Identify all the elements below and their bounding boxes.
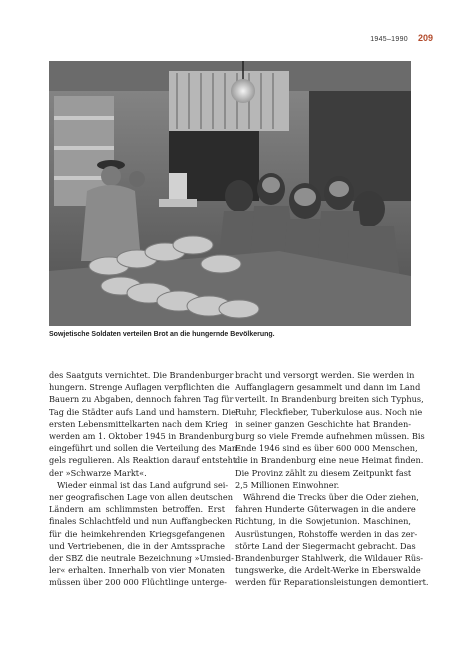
text-line: gels regulieren. Als Reaktion darauf entsteht [49, 455, 237, 466]
text-line: finales Schlachtfeld und nun Auffangbecken [49, 516, 233, 527]
text-line: müssen über 200 000 Flüchtlinge unterge- [49, 577, 227, 588]
text-line: des Saatguts vernichtet. Die Brandenburger [49, 370, 234, 380]
text-line: Bauern zu Abgaben, dennoch fahren Tag für [49, 394, 234, 405]
text-column-left [49, 369, 240, 589]
text-line: 2,5 Millionen Einwohner. [235, 479, 340, 490]
text-line: der »Schwarze Markt«. [49, 467, 147, 478]
text-line: Wieder einmal ist das Land aufgrund sei- [57, 479, 229, 490]
text-line: Auffanglagern gesammelt und dann im Land [235, 382, 421, 393]
text-line: Ende 1946 sind es über 600 000 Menschen, [235, 443, 418, 454]
text-line: Ländern am schlimmsten betroffen. Erst [49, 504, 225, 515]
photo-caption: Sowjetische Soldaten verteilen Brot an die hungernde Bevölkerung. [49, 331, 275, 338]
running-head [370, 33, 433, 43]
text-line: ner geografischen Lage von allen deutschen [49, 492, 234, 503]
text-line: eingeführt und sollen die Verteilung des Man- [49, 443, 240, 454]
text-line: Tag die Städter aufs Land und hamstern. Die [49, 406, 237, 417]
historical-photo [49, 61, 411, 326]
text-line: Richtung, in die Sowjetunion. Maschinen, [235, 516, 411, 527]
text-line: Während die Trecks über die Oder ziehen, [243, 492, 419, 503]
text-line: ler« erhalten. Innerhalb von vier Monaten [49, 565, 225, 576]
text-line: burg so viele Fremde aufnehmen müssen. Bis [235, 431, 425, 442]
text-line: fahren Hunderte Güterwagen in die andere [235, 504, 416, 515]
text-line: in seiner ganzen Geschichte hat Branden- [235, 418, 411, 429]
text-line: Brandenburger Stahlwerk, die Wildauer Rüs- [235, 553, 424, 564]
text-line: Ausrüstungen, Rohstoffe werden in das zer- [235, 528, 418, 539]
photo-image [49, 61, 411, 326]
text-line: werden für Reparationsleistungen demontiert. [235, 577, 429, 588]
text-column-right [235, 369, 429, 589]
text-line: der SBZ die neutrale Bezeichnung »Umsied- [49, 553, 234, 564]
text-line: werden am 1. Oktober 1945 in Brandenburg [49, 431, 234, 442]
text-line: verteilt. In Brandenburg breiten sich Typhus, [235, 394, 424, 405]
text-line: störte Land der Siegermacht gebracht. Das [235, 540, 416, 551]
text-line: für die heimkehrenden Kriegsgefangenen [49, 528, 225, 539]
text-line: die in Brandenburg eine neue Heimat finden. [235, 455, 424, 466]
text-line: und Vertriebenen, die in der Amtssprache [49, 540, 225, 551]
text-line: Die Provinz zählt zu diesem Zeitpunkt fast [235, 467, 412, 478]
text-line: Ruhr, Fleckfieber, Tuberkulose aus. Noch nie [235, 406, 423, 417]
chapter-range: 1945–1990 [370, 36, 408, 43]
text-line: bracht und versorgt werden. Sie werden in [235, 370, 415, 380]
text-line: tungswerke, die Ardelt-Werke in Eberswalde [235, 565, 421, 576]
text-line: hungern. Strenge Auflagen verpflichten die [49, 382, 230, 393]
text-line: ersten Lebensmittelkarten nach dem Krieg [49, 418, 228, 429]
page-number: 209 [417, 33, 433, 43]
